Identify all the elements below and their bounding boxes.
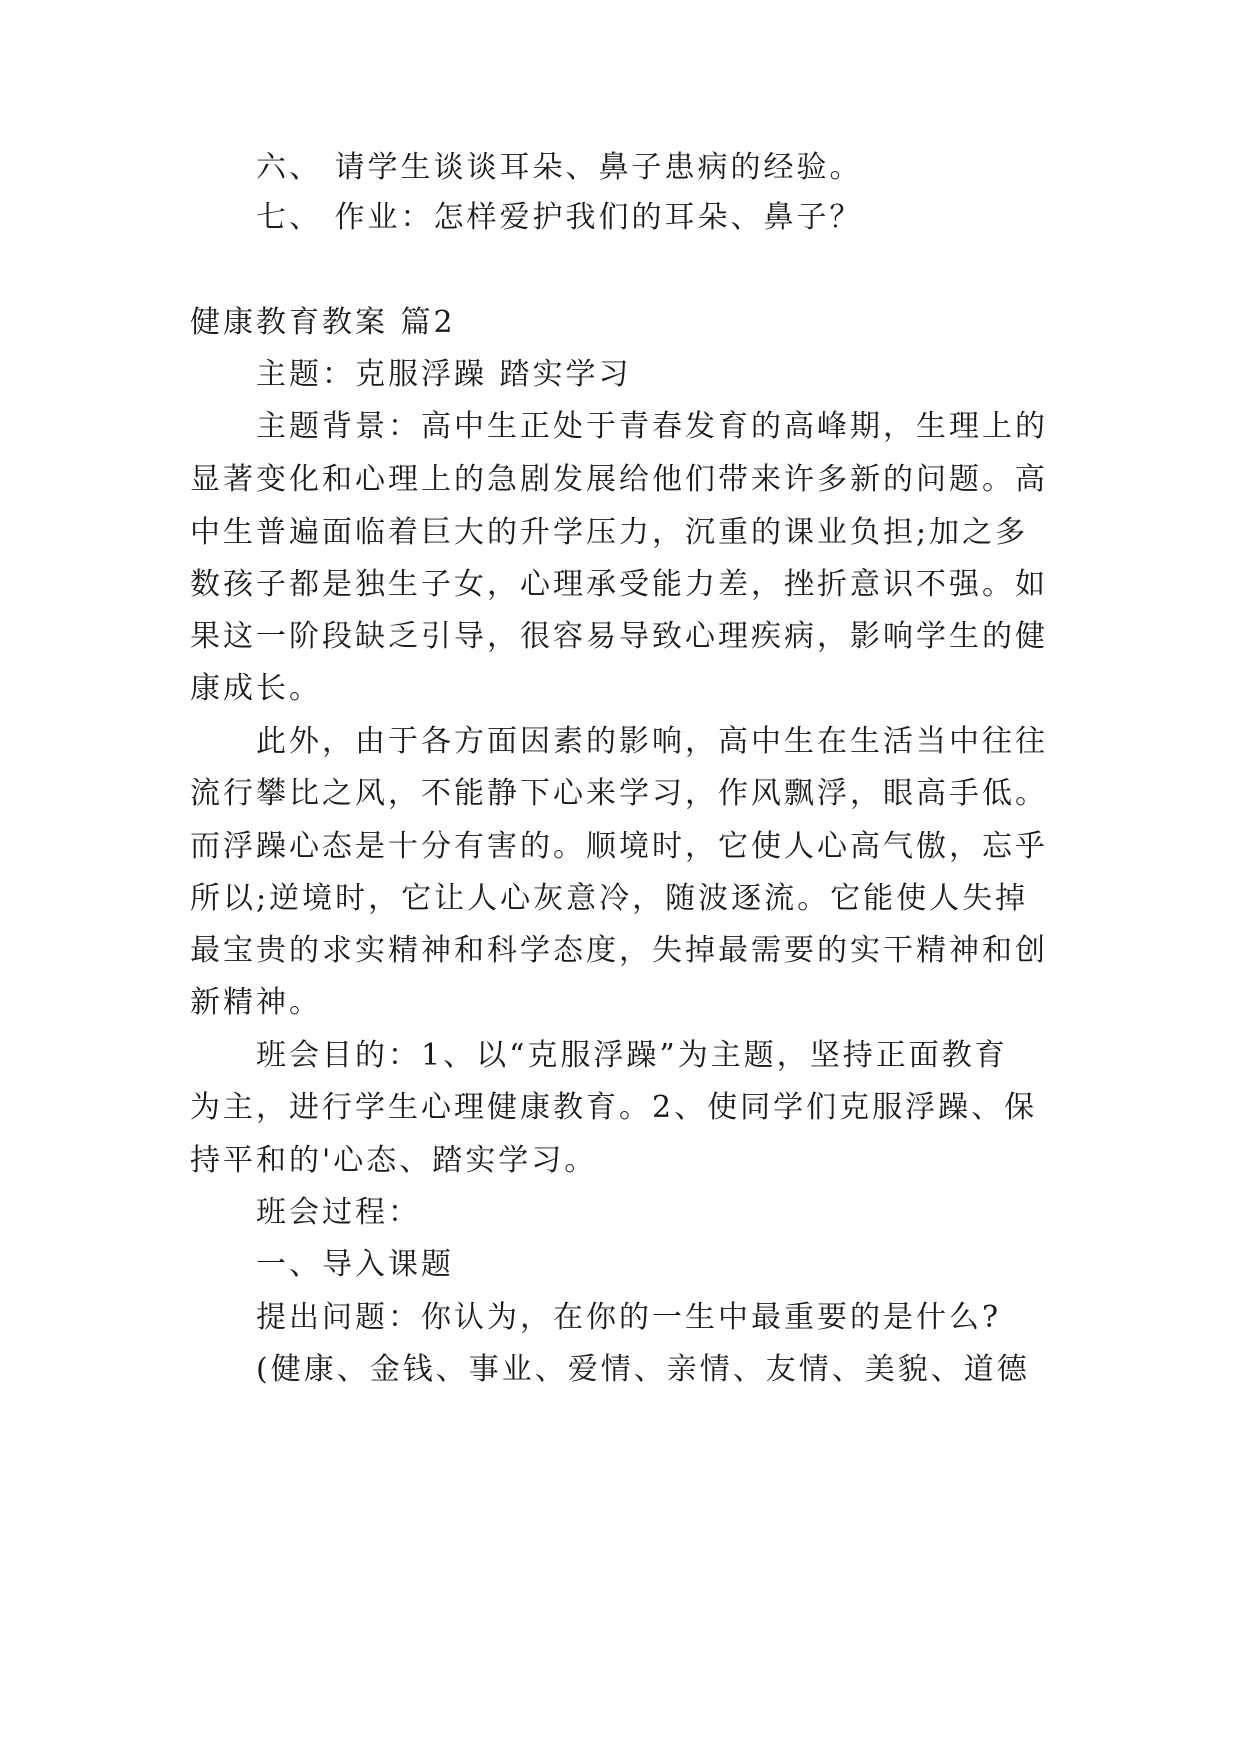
paragraph-line: 班会目的：1、以“克服浮躁”为主题，坚持正面教育 xyxy=(256,1038,1008,1073)
paragraph-line: 为主，进行学生心理健康教育。2、使同学们克服浮躁、保 xyxy=(190,1090,1038,1125)
section-heading: 健康教育教案 篇2 xyxy=(190,305,456,340)
paragraph-line: 一、导入课题 xyxy=(256,1247,454,1282)
paragraph-line: 主题：克服浮躁 踏实学习 xyxy=(256,357,632,392)
paragraph-line: 流行攀比之风，不能静下心来学习，作风飘浮，眼高手低。 xyxy=(190,776,1048,811)
paragraph-line: 最宝贵的求实精神和科学态度，失掉最需要的实干精神和创 xyxy=(190,933,1048,968)
paragraph-line: 数孩子都是独生子女，心理承受能力差，挫折意识不强。如 xyxy=(190,567,1048,602)
paragraph-line: 新精神。 xyxy=(190,985,322,1020)
paragraph-line: 果这一阶段缺乏引导，很容易导致心理疾病，影响学生的健 xyxy=(190,619,1048,654)
paragraph-line: 所以;逆境时，它让人心灰意冷，随波逐流。它能使人失掉 xyxy=(190,881,1029,916)
list-item-7: 七、 作业：怎样爱护我们的耳朵、鼻子？ xyxy=(256,200,863,235)
paragraph-line: 持平和的'心态、踏实学习。 xyxy=(190,1143,598,1178)
paragraph-line: 主题背景：高中生正处于青春发育的高峰期，生理上的 xyxy=(256,409,1048,444)
paragraph-line: 显著变化和心理上的急剧发展给他们带来许多新的问题。高 xyxy=(190,462,1048,497)
list-item-6: 六、 请学生谈谈耳朵、鼻子患病的经验。 xyxy=(256,150,863,185)
paragraph-line: 提出问题：你认为，在你的一生中最重要的是什么? xyxy=(256,1300,1002,1335)
paragraph-line: (健康、金钱、事业、爱情、亲情、友情、美貌、道德 xyxy=(256,1352,1030,1387)
paragraph-line: 中生普遍面临着巨大的升学压力，沉重的课业负担;加之多 xyxy=(190,515,1029,550)
paragraph-line: 班会过程： xyxy=(256,1195,421,1230)
paragraph-line: 此外，由于各方面因素的影响，高中生在生活当中往往 xyxy=(256,724,1048,759)
paragraph-line: 康成长。 xyxy=(190,671,322,706)
paragraph-line: 而浮躁心态是十分有害的。顺境时，它使人心高气傲，忘乎 xyxy=(190,829,1048,864)
